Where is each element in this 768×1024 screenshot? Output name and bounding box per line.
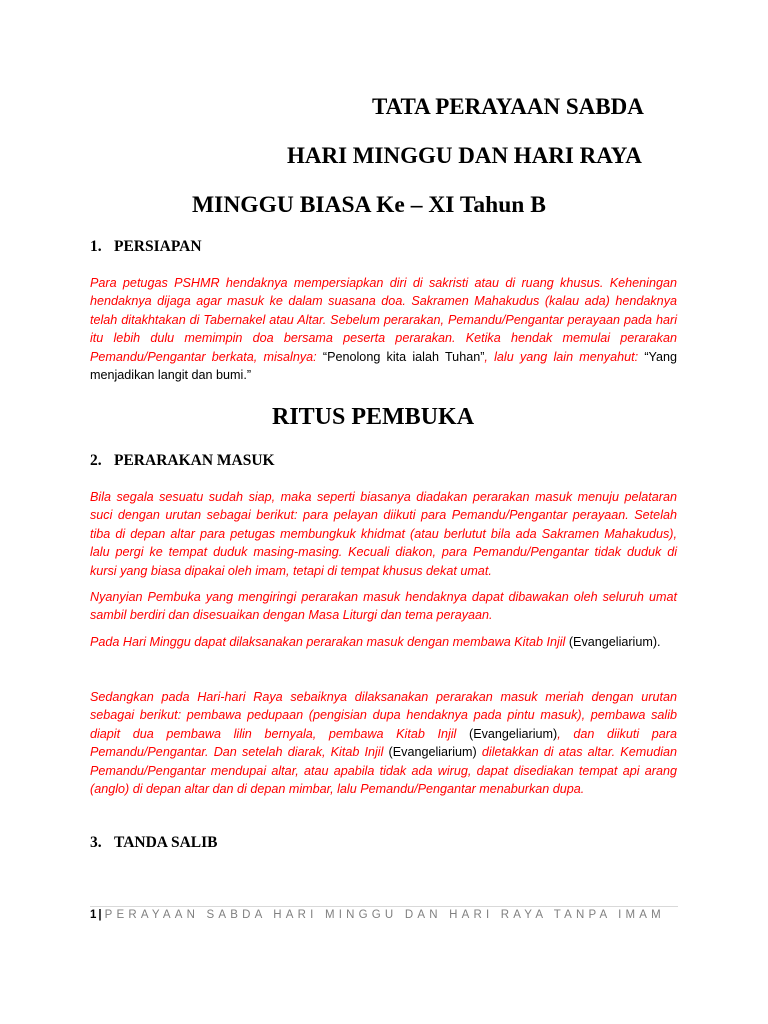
rubric-text: Sedangkan pada Hari-hari Raya sebaiknya dilaksanakan perarakan masuk meriah dengan urutan sebagai berikut: pembawa pedupaan (pengisian dupa hendaknya pada pintu masuk), pembawa salib diapit dua pembawa lilin bernyala, pembawa Kitab Injil xyxy=(90,690,677,741)
footer-divider xyxy=(90,906,678,907)
section-number: 3. xyxy=(90,834,102,851)
response-quote: “Penolong kita ialah Tuhan” xyxy=(322,349,485,364)
rubric-text: Para petugas PSHMR hendaknya mempersiapkan diri di sakristi atau di ruang khusus. Keheningan hendaknya dijaga agar masuk ke dalam suasana doa. Sakramen Mahakudus (kalau ada) hendaknya telah ditakhtakan di Tabernakel atau Altar. Sebelum perarakan, Pemandu/Pengantar perayaan pada hari itu lebih dulu memimpin doa bersama peserta perarakan. Ketika hendak memulai perarakan Pemandu/Pengantar berkata, misalnya: xyxy=(90,276,677,364)
term-evangeliarium: (Evangeliarium) xyxy=(469,726,558,741)
page-footer xyxy=(90,909,665,921)
response-quote: “Yang menjadikan langit dan bumi.” xyxy=(90,349,678,383)
page-number: 1 xyxy=(90,909,97,921)
rubric-text: diletakkan di atas altar. Kemudian Pemandu/Pengantar mendupai altar, atau apabila tidak ada wirug, dapat disediakan tempat api arang (anglo) di depan altar dan di depan mimbar, lalu Pemandu/Pengantar menaburkan dupa. xyxy=(90,745,678,797)
section-number: 2. xyxy=(90,452,102,469)
rubric-text: Pada Hari Minggu dapat dilaksanakan perarakan masuk dengan membawa Kitab Injil xyxy=(90,635,566,649)
section-title: PERSIAPAN xyxy=(114,238,202,255)
section-heading-tanda-salib xyxy=(90,834,218,852)
heading-ritus-pembuka: RITUS PEMBUKA xyxy=(272,404,475,430)
title-line-2: HARI MINGGU DAN HARI RAYA xyxy=(287,143,642,168)
section-title: TANDA SALIB xyxy=(114,834,218,851)
term-evangeliarium: (Evangeliarium). xyxy=(568,635,661,649)
rubric-hari-raya xyxy=(90,688,677,798)
rubric-persiapan xyxy=(90,274,677,384)
section-heading-perarakan-masuk xyxy=(90,452,275,470)
title-line-3: MINGGU BIASA Ke – XI Tahun B xyxy=(192,192,546,218)
term-evangeliarium: (Evangeliarium) xyxy=(388,745,477,760)
footer-title: PERAYAAN SABDA HARI MINGGU DAN HARI RAYA TANPA IMAM xyxy=(104,909,665,921)
footer-separator: | xyxy=(98,909,102,921)
section-heading-persiapan xyxy=(90,238,202,256)
rubric-kitab-injil xyxy=(90,633,677,651)
rubric-nyanyian-pembuka: Nyanyian Pembuka yang mengiringi perarakan masuk hendaknya dapat dibawakan oleh seluruh umat sambil berdiri dan disesuaikan dengan Masa Liturgi dan tema perayaan. xyxy=(90,590,677,623)
rubric-perarakan-paragraph: Bila segala sesuatu sudah siap, maka seperti biasanya diadakan perarakan masuk menuju pelataran suci dengan urutan sebagai berikut: para pelayan diikuti para Pemandu/Pengantar perayaan. Setelah tiba di depan altar para petugas membungkuk khidmat (atau berlutut bila ada Sakramen Mahakudus), lalu pergi ke tempat duduk masing-masing. Kecuali diakon, para Pemandu/Pengantar tidak duduk di kursi yang biasa dipakai oleh imam, tetapi di tempat khusus dekat umat. xyxy=(90,490,677,578)
section-number: 1. xyxy=(90,238,102,255)
rubric-text: , dan diikuti para Pemandu/Pengantar. Dan setelah diarak, Kitab Injil xyxy=(90,726,677,760)
rubric-text: , lalu yang lain menyahut: xyxy=(484,349,639,364)
title-line-1: TATA PERAYAAN SABDA xyxy=(372,94,644,119)
section-title: PERARAKAN MASUK xyxy=(114,452,275,469)
